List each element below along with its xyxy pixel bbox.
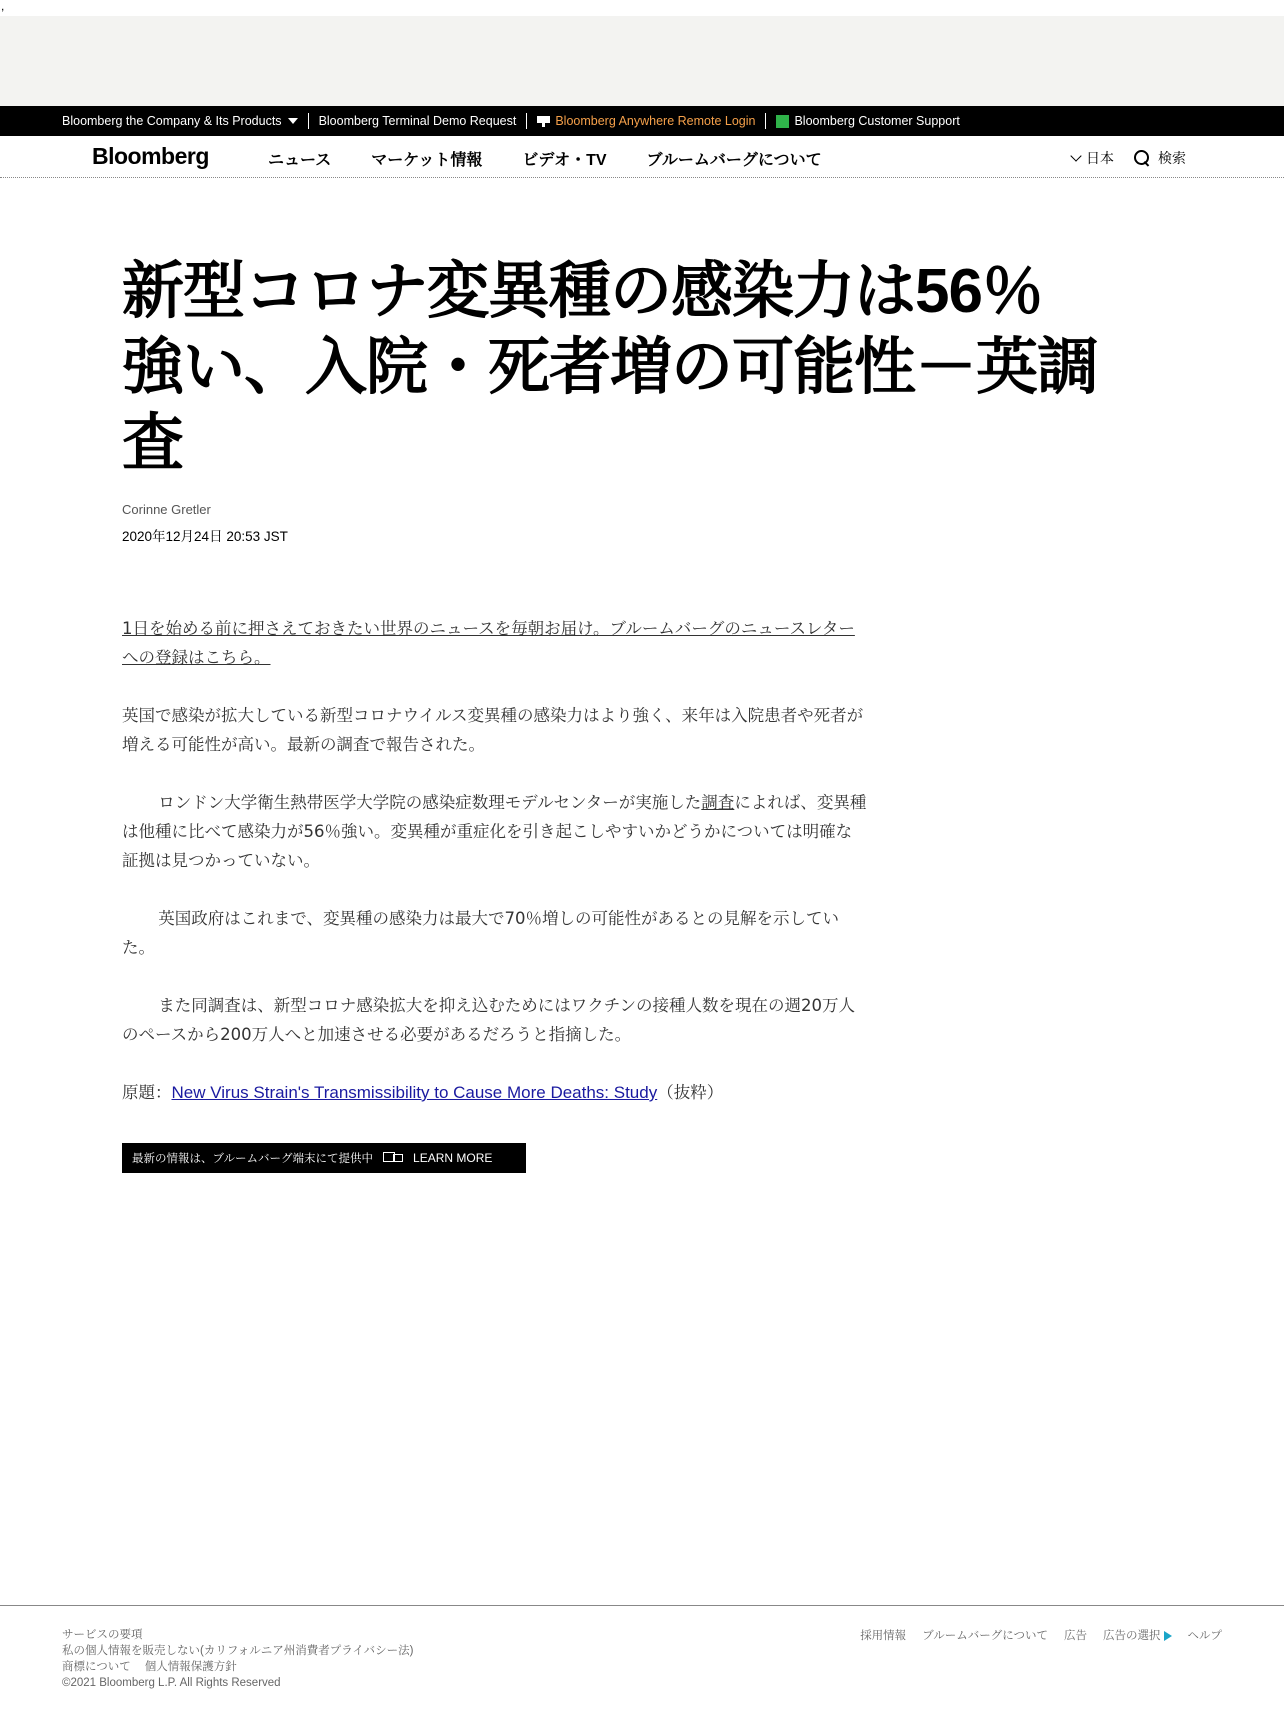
privacy-link[interactable]: 個人情報保護方針	[144, 1661, 237, 1673]
terminal-icon	[383, 1152, 403, 1164]
paragraph-3: 英国政府はこれまで、変異種の感染力は最大で70％増しの可能性があるとの見解を示していた。	[122, 909, 839, 957]
anywhere-login-link[interactable]	[537, 114, 755, 128]
terminal-demo-link[interactable]: Bloomberg Terminal Demo Request	[318, 114, 517, 128]
article-headline: 新型コロナ変異種の感染力は56％強い、入院・死者増の可能性－英調査	[122, 257, 1099, 478]
author-name[interactable]: Corinne Gretler	[122, 502, 211, 517]
nav-right	[1072, 148, 1186, 168]
paragraph-2-text-after: によれば、変異種は他種に比べて感染力が56％強い。変異種が重症化を引き起こしやすいかどうかについては明確な証拠は見つかっていない。	[122, 793, 867, 870]
copyright: ©2021 Bloomberg L.P. All Rights Reserved	[62, 1677, 281, 1689]
newsletter-signup-link[interactable]: 1日を始める前に押さえておきたい世界のニュースを毎朝お届け。ブルームバーグのニュースレターへの登録はこちら。	[122, 619, 855, 667]
nav-item-about[interactable]: ブルームバーグについて	[646, 152, 822, 169]
footer-legal-links	[62, 1627, 414, 1691]
caret-down-icon	[288, 118, 298, 124]
study-link[interactable]: 調査	[701, 793, 735, 812]
company-products-label: Bloomberg the Company & Its Products	[62, 114, 282, 128]
article-body	[122, 614, 867, 1136]
trademarks-link[interactable]: 商標について	[62, 1661, 131, 1673]
company-products-menu[interactable]	[62, 114, 298, 128]
original-article-link[interactable]: New Virus Strain's Transmissibility to Cause More Deaths: Study	[171, 1083, 658, 1102]
terms-link[interactable]: サービスの要項	[62, 1629, 143, 1641]
region-selector[interactable]	[1072, 148, 1114, 168]
footer-nav-links	[844, 1627, 1222, 1643]
source-suffix: （抜粋）	[657, 1083, 724, 1102]
customer-support-link[interactable]	[776, 114, 959, 128]
anywhere-login-label: Bloomberg Anywhere Remote Login	[555, 114, 756, 128]
customer-support-label: Bloomberg Customer Support	[794, 114, 960, 128]
about-bloomberg-link[interactable]: ブルームバーグについて	[922, 1630, 1048, 1642]
main-navigation	[0, 136, 1284, 178]
paragraph-4: また同調査は、新型コロナ感染拡大を抑え込むためにはワクチンの接種人数を現在の週20万人のペースから200万人へと加速させる必要があるだろうと指摘した。	[122, 996, 855, 1044]
help-link[interactable]: ヘルプ	[1187, 1630, 1222, 1642]
divider	[765, 113, 766, 129]
adchoices-icon	[1164, 1631, 1172, 1641]
bloomberg-logo[interactable]: Bloomberg	[92, 143, 209, 169]
paragraph-1: 英国で感染が拡大している新型コロナウイルス変異種の感染力はより強く、来年は入院患者や死者が増える可能性が高い。最新の調査で報告された。	[122, 706, 864, 754]
advertising-link[interactable]: 広告	[1064, 1630, 1087, 1642]
footer-row-3	[62, 1659, 414, 1675]
monitor-icon	[537, 116, 550, 127]
divider	[308, 113, 309, 129]
search-button[interactable]	[1114, 148, 1186, 168]
search-label: 検索	[1158, 150, 1186, 166]
paragraph-2-text-before: ロンドン大学衛生熱帯医学大学院の感染症数理モデルセンターが実施した	[158, 793, 702, 812]
source-prefix: 原題：	[122, 1083, 172, 1102]
publish-date: 2020年12月24日 20:53 JST	[122, 529, 288, 544]
chevron-down-icon	[1070, 150, 1081, 161]
search-icon	[1134, 150, 1150, 166]
do-not-sell-link[interactable]: 私の個人情報を販売しない(カリフォルニア州消費者プライバシー法)	[62, 1645, 414, 1657]
support-square-icon	[776, 115, 789, 128]
page-footer	[0, 1605, 1284, 1709]
source-line	[122, 1078, 867, 1107]
nav-item-markets[interactable]: マーケット情報	[371, 152, 483, 169]
terminal-banner-text: 最新の情報は、ブルームバーグ端末にて提供中	[132, 1153, 374, 1165]
paragraph-2	[122, 788, 867, 875]
nav-links	[268, 147, 862, 170]
region-label: 日本	[1086, 150, 1114, 166]
nav-item-video-tv[interactable]: ビデオ・TV	[522, 152, 607, 169]
adchoices-label: 広告の選択	[1103, 1630, 1161, 1642]
newsletter-promo	[122, 614, 867, 672]
nav-item-news[interactable]: ニュース	[268, 152, 332, 169]
learn-more-button[interactable]: LEARN MORE	[413, 1151, 493, 1165]
terminal-promo-banner[interactable]	[122, 1143, 526, 1173]
careers-link[interactable]: 採用情報	[860, 1630, 907, 1642]
stray-mark: ,	[1, 0, 5, 13]
divider	[526, 113, 527, 129]
adchoices-link[interactable]	[1103, 1627, 1172, 1643]
top-utility-bar	[0, 106, 1284, 136]
ad-slot	[0, 16, 1284, 106]
